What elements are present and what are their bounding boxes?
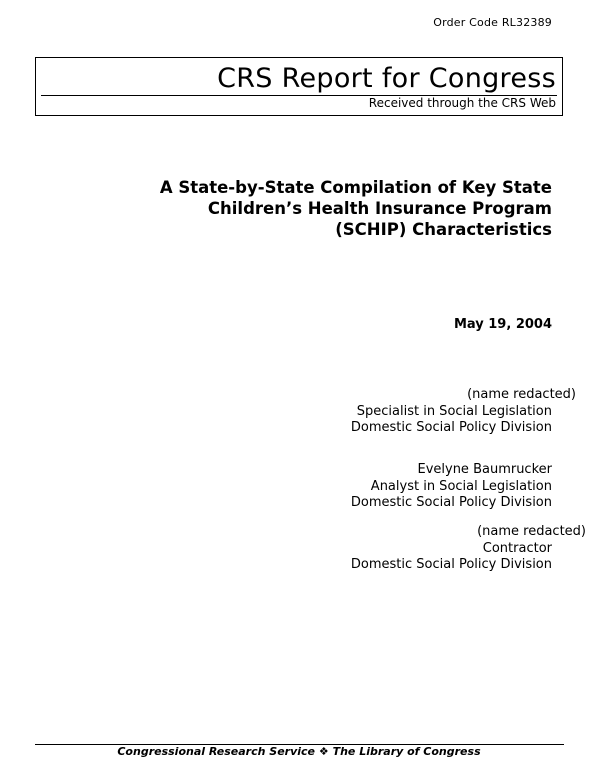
header-title: CRS Report for Congress	[217, 63, 556, 94]
author-role: Specialist in Social Legislation	[356, 403, 552, 419]
author-division: Domestic Social Policy Division	[350, 557, 552, 572]
report-header-box	[35, 57, 563, 116]
author-division: Domestic Social Policy Division	[350, 420, 552, 435]
title-line: A State-by-State Compilation of Key State	[159, 178, 552, 197]
author-role: Analyst in Social Legislation	[370, 478, 552, 494]
author-name: (name redacted)	[477, 524, 586, 539]
header-subtitle: Received through the CRS Web	[368, 96, 556, 110]
author-division: Domestic Social Policy Division	[350, 495, 552, 510]
author-block	[351, 462, 552, 512]
title-line: Children’s Health Insurance Program	[207, 199, 552, 218]
author-block	[350, 524, 586, 574]
footer-org: Congressional Research Service	[117, 745, 316, 758]
author-name: Evelyne Baumrucker	[417, 462, 552, 477]
report-date: May 19, 2004	[453, 317, 552, 332]
author-name: (name redacted)	[467, 387, 576, 402]
footer	[0, 745, 599, 758]
author-role: Contractor	[482, 540, 552, 556]
diamond-separator-icon: ❖	[318, 745, 329, 758]
author-block	[350, 387, 576, 437]
report-title	[160, 177, 552, 240]
title-line: (SCHIP) Characteristics	[335, 220, 552, 239]
footer-library: The Library of Congress	[332, 745, 481, 758]
order-code: Order Code RL32389	[433, 16, 552, 29]
